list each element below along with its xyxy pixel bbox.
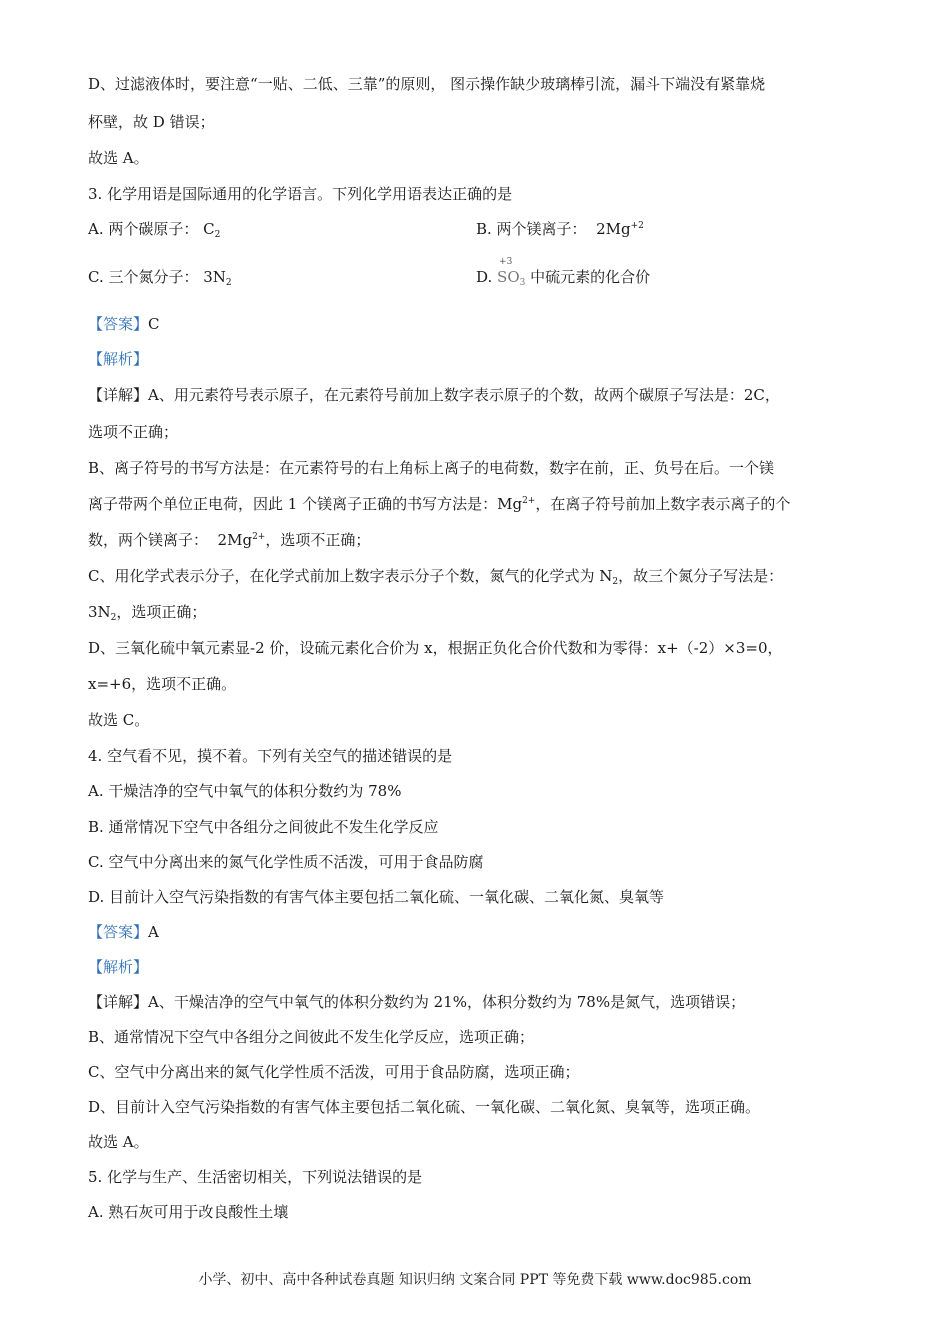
detail-text: 离子带两个单位正电荷，因此 1 个镁离子正确的书写方法是： [88,495,498,513]
question-4-stem: 4. 空气看不见，摸不着。下列有关空气的描述错误的是 [88,747,453,765]
answer-value: C [148,315,160,333]
answer-4 [88,922,878,942]
detail-tag: 【详解】 [88,386,149,404]
question-3-stem: 3. 化学用语是国际通用的化学语言。下列化学用语表达正确的是 [88,185,513,203]
analysis-tag: 【解析】 [88,350,149,368]
answer-tag: 【答案】 [88,315,149,333]
detail-text: A、用元素符号表示原子，在元素符号前加上数字表示原子的个数，故两个碳原子写法是：2C， [148,386,780,404]
option-b-label: B. 两个镁离子： [476,220,587,238]
option-d-label: 中硫元素的化合价 [530,268,651,286]
detail-3-line: 选项不正确； [88,423,179,441]
detail-3-line: D、三氧化硫中氧元素显-2 价，设硫元素化合价为 x，根据正负化合价代数和为零得：x+（-2）×3=0， [88,639,783,657]
question-4-option-b: B. 通常情况下空气中各组分之间彼此不发生化学反应 [88,818,439,836]
question-4-option-a: A. 干燥洁净的空气中氧气的体积分数约为 78% [88,782,402,800]
option-c-label: C. 三个氮分子： [88,268,199,286]
detail-4-line: C、空气中分离出来的氮气化学性质不活泼，可用于食品防腐，选项正确； [88,1063,580,1081]
question-3-option-b: B. 两个镁离子： $2Mg^{+2}$ [476,220,644,238]
detail-text: ，在离子符号前加上数字表示离子的个 [535,495,791,513]
detail-tag: 【详解】 [88,993,149,1011]
detail-text: ，选项不正确； [265,531,371,549]
paragraph-line: 故选 A。 [88,149,149,167]
question-3-option-c: C. 三个氮分子： $3N_2$ [88,268,232,288]
question-5-stem: 5. 化学与生产、生活密切相关，下列说法错误的是 [88,1168,423,1186]
detail-3-line: 数，两个镁离子： $2Mg^{2+}$，选项不正确； [88,531,371,549]
option-d-letter: D. [476,268,493,286]
detail-3-line: 故选 C。 [88,711,150,729]
question-3-option-d [476,257,856,288]
detail-4-line: 故选 A。 [88,1133,149,1151]
answer-value: A [148,923,159,941]
question-4-option-c: C. 空气中分离出来的氮气化学性质不活泼，可用于食品防腐 [88,853,484,871]
analysis-tag: 【解析】 [88,958,149,976]
detail-4-line [88,992,878,1012]
answer-tag: 【答案】 [88,923,149,941]
paragraph-line: D、过滤液体时，要注意“一贴、二低、三靠”的原则， 图示操作缺少玻璃棒引流，漏斗下端没有紧靠烧 [88,75,766,93]
detail-3-line: $3N_2$，选项正确； [88,603,207,623]
detail-text: ，选项正确； [116,603,207,621]
detail-3-line: 离子带两个单位正电荷，因此 1 个镁离子正确的书写方法是：$Mg^{2+}$，在离子符号前加上数字表示离子的个 [88,495,791,513]
detail-3-line: C、用化学式表示分子，在化学式前加上数字表示分子个数，氮气的化学式为 $N_2$，故三个氮分子写法是： [88,567,784,587]
detail-3-line [88,385,878,405]
detail-text: ，故三个氮分子写法是： [618,567,784,585]
answer-3 [88,314,878,334]
detail-4-line: B、通常情况下空气中各组分之间彼此不发生化学反应，选项正确； [88,1028,535,1046]
option-a-label: A. 两个碳原子： [88,220,199,238]
detail-text: A、干燥洁净的空气中氧气的体积分数约为 21%，体积分数约为 78%是氮气，选项错误； [148,993,746,1011]
so3-formula: +3 $SO_3$ [497,257,526,288]
paragraph-line: 杯壁，故 D 错误； [88,113,215,131]
detail-4-line: D、目前计入空气污染指数的有害气体主要包括二氧化硫、一氧化碳、二氧化氮、臭氧等，选项正确。 [88,1098,761,1116]
question-4-option-d: D. 目前计入空气污染指数的有害气体主要包括二氧化硫、一氧化碳、二氧化氮、臭氧等 [88,888,665,906]
detail-3-line: x=+6，选项不正确。 [88,675,237,693]
question-3-option-a: A. 两个碳原子： $C_2$ [88,220,221,240]
page-footer: 小学、初中、高中各种试卷真题 知识归纳 文案合同 PPT 等免费下载 www.doc985.com [198,1272,752,1288]
detail-3-line: B、离子符号的书写方法是：在元素符号的右上角标上离子的电荷数，数字在前，正、负号在后。一个镁 [88,459,775,477]
detail-text: 数，两个镁离子： [88,531,209,549]
detail-text: C、用化学式表示分子，在化学式前加上数字表示分子个数，氮气的化学式为 N [88,567,613,585]
question-5-option-a: A. 熟石灰可用于改良酸性土壤 [88,1203,289,1221]
